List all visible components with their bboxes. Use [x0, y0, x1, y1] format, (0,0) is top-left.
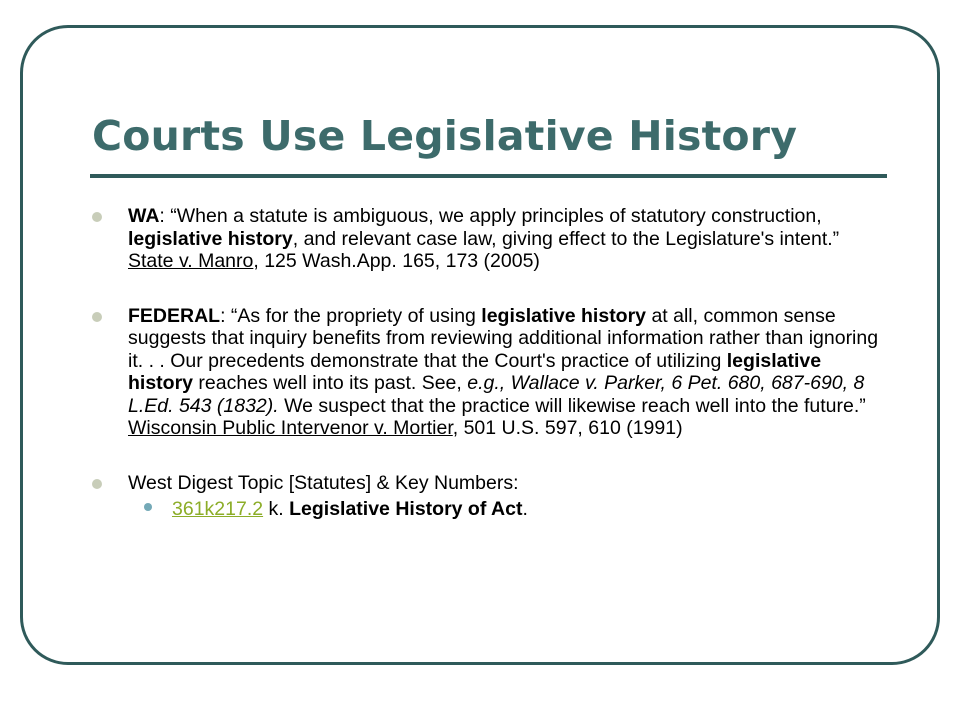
federal-citation: , 501 U.S. 597, 610 (1991): [452, 417, 683, 439]
wa-label: WA: [128, 205, 160, 227]
bullet-list: [90, 205, 880, 521]
wa-quote-part1: : “When a statute is ambiguous, we apply principles of statutory construction,: [159, 205, 822, 227]
federal-quote-part1: : “As for the propriety of using: [220, 304, 482, 327]
bullet-dot-icon: [92, 312, 102, 322]
sub-bullet-key-number: [90, 498, 880, 521]
wa-case-name: State v. Manro: [128, 250, 254, 272]
federal-case-name: Wisconsin Public Intervenor v. Mortier: [128, 417, 453, 439]
federal-emphasis-2: legislative history: [128, 349, 822, 394]
bullet-wa: [90, 205, 880, 273]
federal-quote-part3: reaches well into its past. See,: [193, 372, 468, 394]
key-number-sep: k.: [263, 498, 290, 520]
sub-bullet-dot-icon: [144, 503, 152, 511]
bullet-federal: [90, 305, 880, 440]
key-number-link[interactable]: 361k217.2: [172, 498, 264, 520]
title-underline-rule: [90, 174, 887, 178]
slide-title: Courts Use Legislative History: [92, 112, 798, 160]
key-number-period: .: [522, 498, 528, 520]
federal-quote-part4: We suspect that the practice will likewise reach well into the future.”: [278, 394, 866, 417]
wa-citation: , 125 Wash.App. 165, 173 (2005): [253, 250, 540, 272]
key-number-topic: Legislative History of Act: [289, 498, 523, 520]
west-digest-text: West Digest Topic [Statutes] & Key Numbers:: [128, 471, 519, 494]
federal-inline-citation: e.g., Wallace v. Parker, 6 Pet. 680, 687-690, 8 L.Ed. 543 (1832).: [128, 372, 865, 417]
bullet-dot-icon: [92, 479, 102, 489]
wa-quote-part2: , and relevant case law, giving effect to the Legislature's intent.”: [292, 227, 840, 250]
federal-quote-part2: at all, common sense suggests that inquiry benefits from reviewing additional information rather than ignoring it. . . Our precedents demonstrate that the Court's practice of utilizing: [128, 304, 879, 372]
bullet-west-digest: [90, 472, 880, 495]
federal-emphasis-1: legislative history: [481, 304, 647, 327]
federal-label: FEDERAL: [128, 304, 221, 327]
bullet-dot-icon: [92, 212, 102, 222]
wa-emphasis: legislative history: [128, 227, 293, 250]
